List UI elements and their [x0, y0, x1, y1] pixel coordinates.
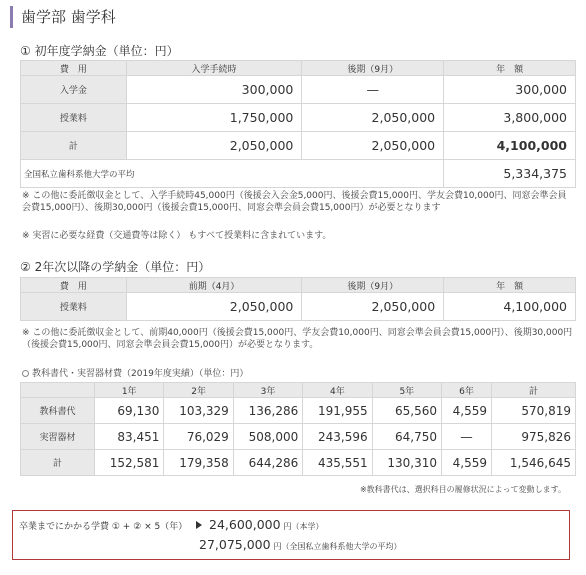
average-value: 5,334,375 [444, 160, 576, 188]
row-label: 実習器材 [21, 424, 95, 450]
summary-value-2: 27,075,000 [199, 537, 271, 552]
header-cell: 費 用 [21, 61, 127, 76]
cell-value: 1,750,000 [126, 104, 302, 132]
cell-value: 76,029 [164, 424, 233, 450]
header-cell: 入学手続時 [126, 61, 302, 76]
cell-value: 69,130 [95, 398, 164, 424]
cell-value: 3,800,000 [444, 104, 576, 132]
circle-bullet-icon [22, 370, 29, 377]
header-cell: 前期（4月） [126, 278, 302, 293]
cell-value: 508,000 [233, 424, 302, 450]
row-label: 授業料 [21, 104, 127, 132]
summary-unit-2: 円（全国私立歯科系他大学の平均） [273, 542, 402, 551]
summary-line-2 [199, 537, 401, 552]
cell-value: 2,050,000 [126, 132, 302, 160]
header-cell: 4年 [303, 383, 372, 398]
cell-value: 300,000 [444, 76, 576, 104]
header-cell: 計 [492, 383, 576, 398]
table-row [21, 293, 576, 321]
later-year-fee-table [20, 277, 576, 321]
cell-value: 570,819 [492, 398, 576, 424]
summary-line-1 [19, 517, 323, 532]
cell-value: — [302, 76, 444, 104]
header-cell: 5年 [372, 383, 441, 398]
header-cell: 年 額 [444, 278, 576, 293]
summary-unit-1: 円（本学） [283, 522, 324, 531]
summary-value-1: 24,600,000 [209, 517, 281, 532]
cell-value: 83,451 [95, 424, 164, 450]
cell-value: 4,100,000 [444, 293, 576, 321]
section2-heading: ② 2年次以降の学納金（単位：円） [20, 260, 211, 274]
header-cell: 6年 [442, 383, 492, 398]
row-label: 計 [21, 450, 95, 476]
cell-value: 435,551 [303, 450, 372, 476]
cell-value: 64,750 [372, 424, 441, 450]
cell-value: 179,358 [164, 450, 233, 476]
total-cost-summary-box [12, 510, 570, 560]
cell-value: 2,050,000 [302, 293, 444, 321]
page-title: 歯学部 歯学科 [10, 6, 116, 28]
cell-value: 644,286 [233, 450, 302, 476]
cell-value: 2,050,000 [302, 132, 444, 160]
section1-note: ※ 実習に必要な経費（交通費等は除く） もすべて授業料に含まれています。 [22, 231, 332, 241]
average-label: 全国私立歯科系他大学の平均 [21, 160, 444, 188]
table-row [21, 104, 576, 132]
row-label: 計 [21, 132, 127, 160]
section1-heading: ① 初年度学納金（単位：円） [20, 44, 179, 58]
table-header-row [21, 278, 576, 293]
cell-value: 103,329 [164, 398, 233, 424]
header-cell: 後期（9月） [302, 61, 444, 76]
cell-value: 2,050,000 [126, 293, 302, 321]
cell-value: 4,559 [442, 450, 492, 476]
section3-note: ※教科書代は、選択科目の履修状況によって変動します。 [359, 485, 566, 494]
first-year-fee-table [20, 60, 576, 188]
table-header-row [21, 61, 576, 76]
cell-value: 4,100,000 [444, 132, 576, 160]
table-row [21, 450, 576, 476]
header-cell: 3年 [233, 383, 302, 398]
row-label: 授業料 [21, 293, 127, 321]
table-header-row [21, 383, 576, 398]
header-cell: 年 額 [444, 61, 576, 76]
header-cell [21, 383, 95, 398]
cell-value: 975,826 [492, 424, 576, 450]
section1-note: ※ この他に委託徴収金として、入学手続時45,000円（後援会入会金5,000円、後援会費15,000円、学友会費10,000円、同窓会準会員会費15,000円）、後期30,000円（後援会費15,000円、同窓会準会員会費15,000円）が必要となります [22, 191, 567, 213]
section3-heading [22, 366, 248, 379]
header-cell: 2年 [164, 383, 233, 398]
row-label: 入学金 [21, 76, 127, 104]
materials-cost-table [20, 382, 576, 476]
table-row [21, 76, 576, 104]
header-cell: 費 用 [21, 278, 127, 293]
cell-value: 300,000 [126, 76, 302, 104]
cell-value: 136,286 [233, 398, 302, 424]
cell-value: 2,050,000 [302, 104, 444, 132]
cell-value: 1,546,645 [492, 450, 576, 476]
cell-value: 152,581 [95, 450, 164, 476]
table-row [21, 424, 576, 450]
triangle-right-icon [196, 521, 202, 529]
header-cell: 1年 [95, 383, 164, 398]
cell-value: 65,560 [372, 398, 441, 424]
cell-value: 130,310 [372, 450, 441, 476]
table-row [21, 132, 576, 160]
table-row [21, 160, 576, 188]
row-label: 教科書代 [21, 398, 95, 424]
section2-note: ※ この他に委託徴収金として、前期40,000円（後援会費15,000円、学友会費10,000円、同窓会準会員会費15,000円）、後期30,000円（後援会費15,000円、同窓会準会員会費15,000円）が必要となります。 [22, 328, 573, 350]
cell-value: 243,596 [303, 424, 372, 450]
table-row [21, 398, 576, 424]
cell-value: — [442, 424, 492, 450]
cell-value: 191,955 [303, 398, 372, 424]
cell-value: 4,559 [442, 398, 492, 424]
section3-heading-text: 教科書代・実習器材費（2019年度実績）（単位：円） [32, 369, 249, 379]
summary-label: 卒業までにかかる学費 ① + ② × 5（年） [19, 522, 188, 532]
header-cell: 後期（9月） [302, 278, 444, 293]
